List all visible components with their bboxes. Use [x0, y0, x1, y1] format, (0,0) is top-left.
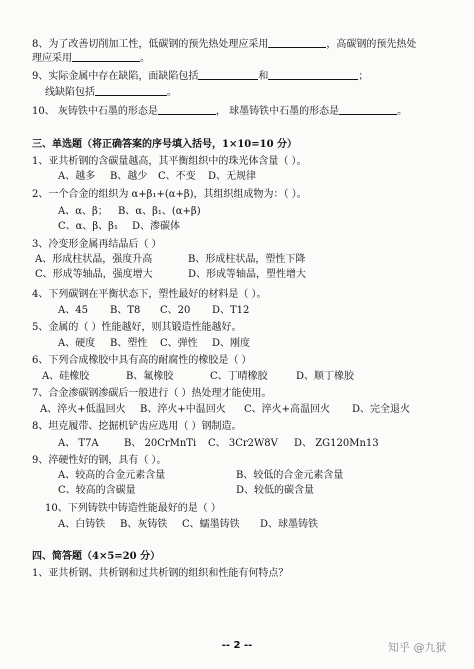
- watermark-text: 知乎 @九狱: [388, 641, 447, 654]
- answer-blank[interactable]: [158, 105, 216, 115]
- question-8-line-2: [32, 52, 150, 64]
- option-d[interactable]: D、顺丁橡胶: [296, 371, 355, 382]
- watermark: [388, 642, 447, 653]
- option-a[interactable]: A、 T7A: [58, 438, 99, 449]
- question-8-text-1: 8、为了改善切削加工性，低碳钢的预先热处理应采用: [32, 39, 269, 50]
- option-b[interactable]: B、较低的合金元素含量: [236, 470, 344, 481]
- option-d[interactable]: D、球墨铸铁: [260, 519, 319, 530]
- option-b[interactable]: B、越少: [110, 171, 148, 182]
- mc-question-3-options: [35, 255, 305, 265]
- question-10: [32, 105, 407, 117]
- answer-blank[interactable]: [95, 86, 167, 96]
- mc-question-8-options: [58, 439, 379, 449]
- page-number: -- 2 --: [221, 640, 253, 651]
- option-b[interactable]: B、氟橡胶: [126, 371, 174, 382]
- option-c[interactable]: C、α、β、β₁: [58, 221, 118, 232]
- option-c[interactable]: C、形成等轴晶，强度增大: [35, 269, 153, 280]
- question-8-text-4: 。: [140, 53, 150, 64]
- option-b[interactable]: B、塑性: [110, 338, 148, 349]
- question-9-line-2: [45, 86, 177, 98]
- mc-question-5-options: [58, 339, 250, 349]
- option-b[interactable]: B、淬火+中温回火: [140, 404, 226, 415]
- option-a[interactable]: A、硬度: [58, 338, 96, 349]
- mc-question-3-options-row-2: [35, 270, 306, 280]
- mc-question-1-options: [58, 172, 256, 182]
- option-a[interactable]: A、越多: [58, 171, 96, 182]
- option-c[interactable]: C、丁晴橡胶: [210, 371, 268, 382]
- question-10-text-3: 。: [397, 106, 408, 117]
- question-9-text-1: 9、实际金属中存在缺陷，面缺陷包括: [32, 71, 199, 82]
- mc-question-9-options: [58, 471, 343, 481]
- mc-question-3-stem: 3、冷变形金属再结晶后（ ）: [32, 239, 162, 250]
- question-9-text-4: 线缺陷包括: [45, 87, 95, 98]
- option-d[interactable]: D、较低的碳含量: [236, 485, 315, 496]
- option-a[interactable]: A、较高的合金元素含量: [58, 470, 166, 481]
- mc-question-7-options: [40, 405, 410, 415]
- option-d[interactable]: D、无规律: [208, 171, 257, 182]
- mc-question-2-options: [58, 207, 201, 217]
- option-d[interactable]: D、 ZG120Mn13: [294, 438, 379, 449]
- option-d[interactable]: D、完全退火: [352, 404, 411, 415]
- mc-question-8-stem: 8、坦克履带、挖掘机铲齿应选用（ ）钢制造。: [32, 421, 242, 432]
- question-8-text-2: ，高碳钢的预先热处: [326, 39, 417, 50]
- option-b[interactable]: B、灰铸铁: [120, 519, 168, 530]
- question-10-text-1: 10、 灰铸铁中石墨的形态是: [32, 106, 158, 117]
- mc-question-5-stem: 5、金属的（ ）性能越好，则其锻造性能越好。: [32, 322, 242, 333]
- mc-question-6-options: [42, 372, 354, 382]
- mc-question-10-stem: 10、下列铸铁中铸造性能最好的是（ ）: [45, 503, 221, 514]
- option-a[interactable]: A、硅橡胶: [42, 371, 90, 382]
- option-b[interactable]: B、α、β₁、(α+β): [118, 206, 201, 217]
- mc-question-1-stem: 1、亚共析钢的含碳量越高，其平衡组织中的珠光体含量（ ）。: [32, 156, 307, 167]
- mc-question-10-options: [58, 520, 318, 530]
- question-9-text-5: 。: [167, 87, 177, 98]
- option-d[interactable]: D、形成等轴晶，塑性增大: [188, 269, 307, 280]
- option-c[interactable]: C、不变: [158, 171, 196, 182]
- option-c[interactable]: C、 3Cr2W8V: [208, 438, 278, 449]
- question-8-text-3: 理应采用: [32, 53, 72, 64]
- mc-question-2-stem: 2、一个合金的组织为 α+β₁+(α+β)，其组织组成物为：（ ）。: [32, 189, 307, 200]
- mc-question-4-options: [58, 306, 249, 316]
- option-a[interactable]: A、α、β；: [58, 206, 108, 217]
- option-b[interactable]: B、T8: [110, 305, 141, 316]
- question-9-text-3: ；: [358, 71, 369, 82]
- question-9: [32, 70, 368, 82]
- mc-question-7-stem: 7、合金渗碳钢渗碳后一般进行（ ）热处理才能使用。: [32, 388, 272, 399]
- option-c[interactable]: C、淬火+高温回火: [244, 404, 331, 415]
- option-a[interactable]: A、45: [58, 305, 88, 316]
- question-8: [32, 38, 416, 50]
- answer-blank[interactable]: [339, 105, 397, 115]
- option-a[interactable]: A、淬火+低温回火: [40, 404, 126, 415]
- mc-question-9-options-row-2: [58, 486, 314, 496]
- option-c[interactable]: C、20: [160, 305, 191, 316]
- option-a[interactable]: A、白铸铁: [58, 519, 106, 530]
- option-c[interactable]: C、蠕墨铸铁: [182, 519, 240, 530]
- short-answer-question-1: 1、亚共析钢、共析钢和过共析钢的组织和性能有何特点？: [32, 568, 289, 579]
- mc-question-9-stem: 9、淬硬性好的钢，具有（ ）。: [32, 455, 167, 466]
- mc-question-4-stem: 4、下列碳钢在平衡状态下，塑性最好的材料是（ ）。: [32, 289, 267, 300]
- option-d[interactable]: D、渗碳体: [132, 221, 181, 232]
- question-9-text-2: 和: [258, 71, 269, 82]
- option-c[interactable]: C、较高的含碳量: [58, 485, 136, 496]
- option-b[interactable]: B、形成柱状晶，塑性下降: [188, 254, 306, 265]
- answer-blank[interactable]: [268, 38, 326, 48]
- mc-question-6-stem: 6、下列合成橡胶中具有高的耐腐性的橡胶是（ ）: [32, 355, 252, 366]
- section-4-title: 四、简答题（4×5=20 分）: [32, 551, 161, 562]
- mc-question-2-options-row-2: [58, 222, 180, 232]
- question-10-text-2: ， 球墨铸铁中石墨的形态是: [215, 106, 340, 117]
- section-3-title: 三、单选题（将正确答案的序号填入括号，1×10=10 分）: [32, 139, 298, 150]
- answer-blank[interactable]: [198, 70, 258, 80]
- option-d[interactable]: D、刚度: [212, 338, 251, 349]
- option-d[interactable]: D、T12: [212, 305, 250, 316]
- answer-blank[interactable]: [268, 70, 358, 80]
- option-b[interactable]: B、 20CrMnTi: [124, 438, 197, 449]
- answer-blank[interactable]: [72, 52, 140, 62]
- option-a[interactable]: A、形成柱状晶，强度升高: [35, 254, 153, 265]
- option-c[interactable]: C、弹性: [160, 338, 198, 349]
